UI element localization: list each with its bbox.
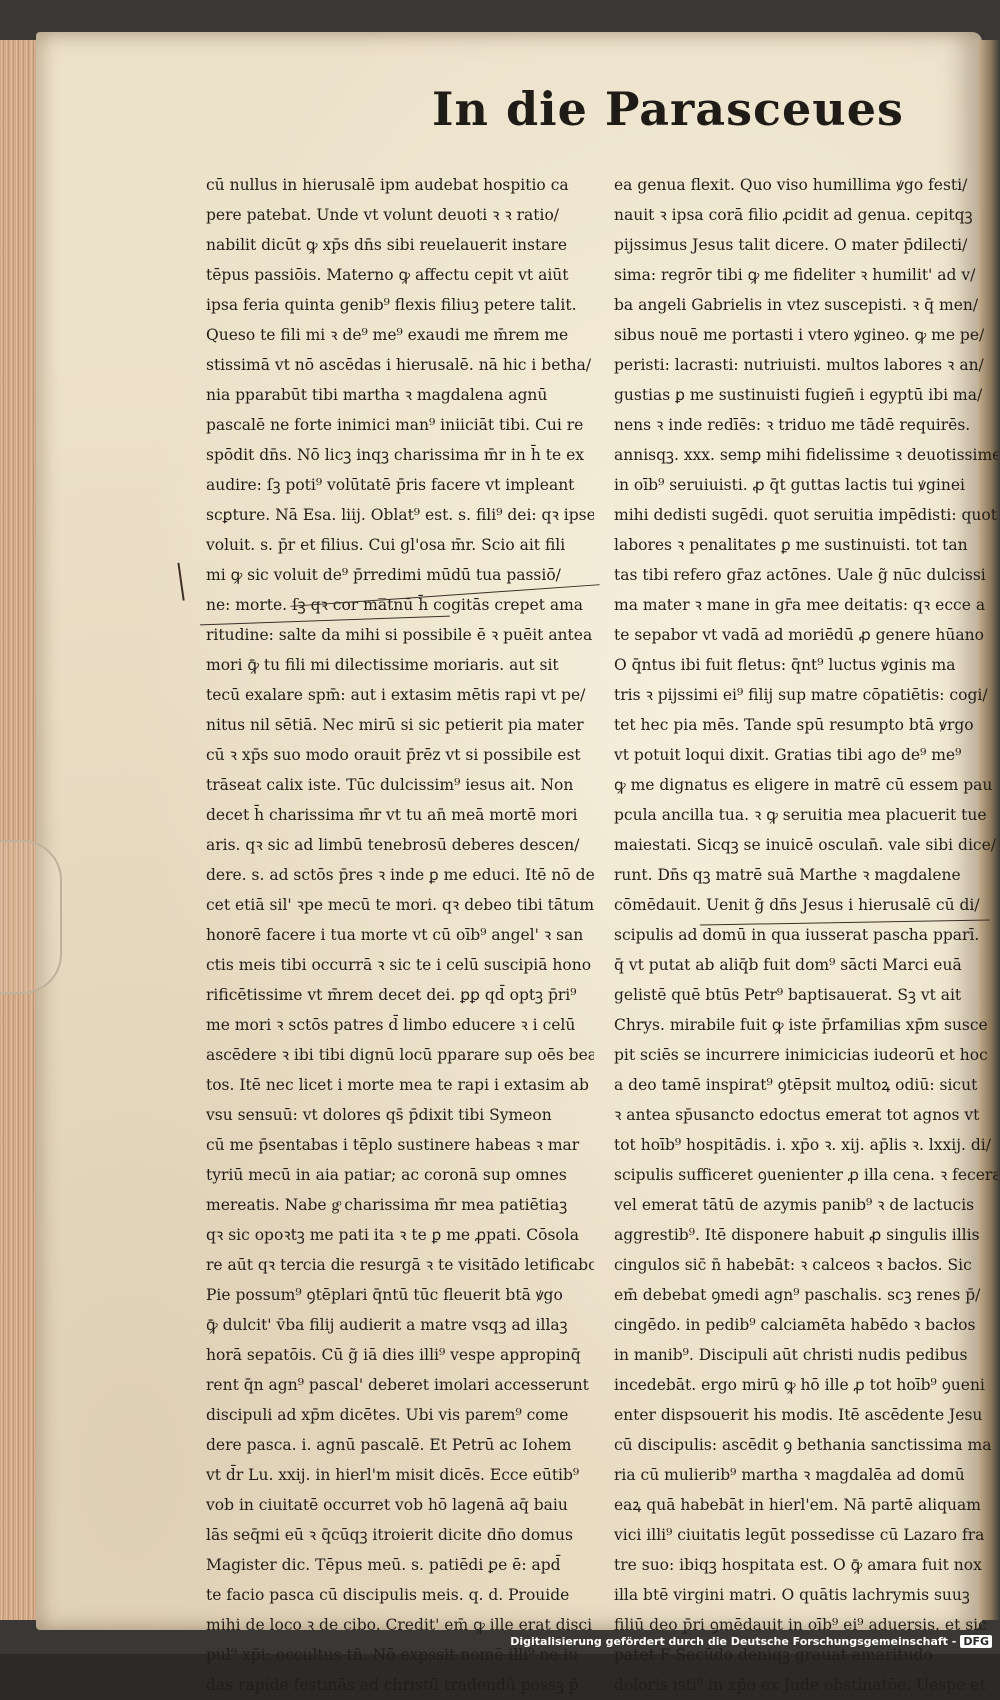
text-line: mihi dedisti sugēdi. quot seruitia impēdisti: quot	[614, 500, 998, 530]
text-line: ritudine: salte da mihi si possibile ē ꝛ puēit antea	[206, 620, 594, 650]
text-line: aggrestib⁹. Itē disponere habuit ꝓ singulis illis	[614, 1220, 998, 1250]
text-line: ꝙ me dignatus es eligere in matrē cū essem pau	[614, 770, 998, 800]
text-line: nens ꝛ inde redīēs: ꝛ triduo me tādē requirēs.	[614, 410, 998, 440]
text-line: mereatis. Nabe gͦ charissima m̄r mea patiētiaꝫ	[206, 1190, 594, 1220]
text-line: Pie possum⁹ ꝯtēplari q̄ntū tūc fleuerit btā ꝟgo	[206, 1280, 594, 1310]
text-line: lās seq̄mi eū ꝛ q̄cūqꝫ itroierit dicite dn̄o domus	[206, 1520, 594, 1550]
text-line: das rapide festinās ad christū tradendū possꝫ p̄	[206, 1670, 594, 1700]
text-line: cū nullus in hierusalē ipm audebat hospitio ca	[206, 170, 594, 200]
text-line: pcula ancilla tua. ꝛ ꝙ seruitia mea placuerit tue	[614, 800, 998, 830]
text-line: nabilit dicūt ꝙ xp̄s dn̄s sibi reuelauerit instare	[206, 230, 594, 260]
text-line: Queso te fili mi ꝛ de⁹ me⁹ exaudi me m̄rem me	[206, 320, 594, 350]
text-line: ꝙ̄ dulcit' v̄ba filij audierit a matre vsqꝫ ad illaꝫ	[206, 1310, 594, 1340]
text-line: scipulis sufficeret ꝯuenienter ꝓ illa cena. ꝛ fecerat	[614, 1160, 998, 1190]
text-line: ipsa feria quinta genib⁹ flexis filiuꝫ petere talit.	[206, 290, 594, 320]
text-line: ba angeli Gabrielis in vtez suscepisti. ꝛ q̄ men/	[614, 290, 998, 320]
text-line: ne: morte. ſꝫ qꝛ cor ma̅tnū h̄ cogitās crepet ama	[206, 590, 594, 620]
text-line: pijssimus Jesus talit dicere. O mater p̄dilecti/	[614, 230, 998, 260]
text-line: stissimā vt nō ascēdas i hierusalē. nā hic i betha/	[206, 350, 594, 380]
text-line: tēpus passiōis. Materno ꝙ affectu cepit vt aiūt	[206, 260, 594, 290]
text-line: pascalē ne forte inimici man⁹ iniiciāt tibi. Cui re	[206, 410, 594, 440]
text-line: tre suo: ibiqꝫ hospitata est. O ꝙ̄ amara fuit nox	[614, 1550, 998, 1580]
text-line: te sepabor vt vadā ad moriēdū ꝓ genere hūano	[614, 620, 998, 650]
text-line: em̄ debebat ꝯmedi agn⁹ paschalis. scꝫ renes p̄/	[614, 1280, 998, 1310]
text-line: mi ꝙ sic voluit de⁹ p̄rredimi mūdū tua passiō/	[206, 560, 594, 590]
text-line: vob in ciuitatē occurret vob hō lagenā aq̄ baiu	[206, 1490, 594, 1520]
text-line: enter dispsouerit his modis. Itē ascēdente Jesu	[614, 1400, 998, 1430]
text-line: tas tibi refero gr̄az actōnes. Uale g̃ nūc dulcissi	[614, 560, 998, 590]
text-line: trāseat calix iste. Tūc dulcissim⁹ iesus ait. Non	[206, 770, 594, 800]
text-line: eaꝝ quā habebāt in hierl'em. Nā partē aliquam	[614, 1490, 998, 1520]
text-line: voluit. s. p̄r et filius. Cui gl'osa m̄r. Scio ait fili	[206, 530, 594, 560]
text-line: sibus nouē me portasti i vtero ꝟgineo. ꝙ me pe/	[614, 320, 998, 350]
text-line: rent q̄n agn⁹ pascal' deberet imolari accesserunt	[206, 1370, 594, 1400]
text-line: nia pparabūt tibi martha ꝛ magdalena agnū	[206, 380, 594, 410]
text-line: ea genua flexit. Quo viso humillima ꝟgo festi/	[614, 170, 998, 200]
text-line: pere patebat. Unde vt volunt deuoti ꝛ ꝛ ratio/	[206, 200, 594, 230]
text-line: pul⁹ xp̄i: occultus tn̄. Nō expssit nomē illi⁹ ne iu	[206, 1640, 594, 1670]
text-line: ꝛ antea sp̄usancto edoctus emerat tot agnos vt	[614, 1100, 998, 1130]
text-line: nitus nil sētiā. Nec mirū si sic petierit pia mater	[206, 710, 594, 740]
text-line: cingulos sic̄ n̄ habebāt: ꝛ calceos ꝛ bacłos. Sic	[614, 1250, 998, 1280]
text-line: in manib⁹. Discipuli aūt christi nudis pedibus	[614, 1340, 998, 1370]
text-line: discipuli ad xp̄m dicētes. Ubi vis parem⁹ come	[206, 1400, 594, 1430]
text-line: nauit ꝛ ipsa corā filio ꝓcidit ad genua. cepitqꝫ	[614, 200, 998, 230]
text-line: a deo tamē inspirat⁹ ꝯtēpsit multoꝝ odiū: sicut	[614, 1070, 998, 1100]
text-line: cū ꝛ xp̄s suo modo orauit p̄rēz vt si possibile est	[206, 740, 594, 770]
text-line: mori ꝙ̄ tu fili mi dilectissime moriaris. aut sit	[206, 650, 594, 680]
text-line: sima: regrōr tibi ꝙ me fideliter ꝛ humilit' ad v/	[614, 260, 998, 290]
text-line: spōdit dn̄s. Nō licꝫ inqꝫ charissima m̄r in h̄ te ex	[206, 440, 594, 470]
text-line: re aūt qꝛ tercia die resurgā ꝛ te visitādo letificabo	[206, 1250, 594, 1280]
text-line: scipulis ad domū in qua iusserat pascha pparī.	[614, 920, 998, 950]
text-line: pit sciēs se incurrere inimicicias iudeorū et hoc	[614, 1040, 998, 1070]
page-clip	[0, 840, 62, 994]
text-line: gustias ꝑ me sustinuisti fugien̄ i egyptū ibi ma/	[614, 380, 998, 410]
text-line: honorē facere i tua morte vt cū oīb⁹ angel' ꝛ san	[206, 920, 594, 950]
text-line: Magister dic. Tēpus meū. s. patiēdi ꝑe ē: apd̄	[206, 1550, 594, 1580]
text-line: mihi de loco ꝛ de cibo. Credit' em̄ ꝙ ille erat disci	[206, 1610, 594, 1640]
text-line: ma mater ꝛ mane in gr̄a mee deitatis: qꝛ ecce a	[614, 590, 998, 620]
text-line: qꝛ sic opoꝛtꝫ me pati ita ꝛ te ꝑ me ꝓpati. Cōsola	[206, 1220, 594, 1250]
text-line: te facio pasca cū discipulis meis. q. d. Prouide	[206, 1580, 594, 1610]
text-line: tyriū mecū in aia patiar; ac coronā sup omnes	[206, 1160, 594, 1190]
text-line: annisqꝫ. xxx. semꝑ mihi fidelissime ꝛ deuotissime	[614, 440, 998, 470]
text-line: patet F Secūdo deniqꝫ grauat amaritudo	[614, 1640, 998, 1670]
text-line: vici illi⁹ ciuitatis legūt possedisse cū Lazaro fra	[614, 1520, 998, 1550]
page-edges	[0, 40, 41, 1620]
footer-text: Digitalisierung gefördert durch die Deutsche Forschungsgemeinschaft -	[510, 1635, 956, 1648]
text-line: tot hoīb⁹ hospitādis. i. xp̄o ꝛ. xij. ap̄lis ꝛ. lxxij. di/	[614, 1130, 998, 1160]
text-line: peristi: lacrasti: nutriuisti. multos labores ꝛ an/	[614, 350, 998, 380]
text-line: ria cū mulierib⁹ martha ꝛ magdalēa ad domū	[614, 1460, 998, 1490]
text-line: ascēdere ꝛ ibi tibi dignū locū pparare sup oēs bea/	[206, 1040, 594, 1070]
footer-credit	[510, 1635, 992, 1648]
text-line: cingēdo. in pedib⁹ calciamēta habēdo ꝛ bacłos	[614, 1310, 998, 1340]
text-line: vt d̄r Lu. xxij. in hierl'm misit dicēs. Ecce eūtib⁹	[206, 1460, 594, 1490]
left-text-column	[206, 170, 594, 1700]
text-line: scꝑture. Nā Esa. liij. Oblat⁹ est. s. fili⁹ dei: qꝛ ipse	[206, 500, 594, 530]
text-line: q̄ vt putat ab aliq̄b fuit dom⁹ sācti Marci euā	[614, 950, 998, 980]
text-line: maiestati. Sicqꝫ se inuicē osculan̄. vale sibi dice/	[614, 830, 998, 860]
text-line: O q̄ntus ibi fuit fletus: q̄nt⁹ luctus ꝟginis ma	[614, 650, 998, 680]
running-head: In die Parasceues	[432, 82, 832, 152]
text-line: audire: ſꝫ poti⁹ volūtatē p̄ris facere vt impleant	[206, 470, 594, 500]
text-line: cet etiā sil' ꝛpe mecū te mori. qꝛ debeo tibi tātum	[206, 890, 594, 920]
text-line: labores ꝛ penalitates ꝑ me sustinuisti. tot tan	[614, 530, 998, 560]
text-line: cū discipulis: ascēdit ꝯ bethania sanctissima ma	[614, 1430, 998, 1460]
text-line: runt. Dn̄s qꝫ matrē suā Marthe ꝛ magdalene	[614, 860, 998, 890]
text-line: ctis meis tibi occurrā ꝛ sic te i celū suscipiā hono	[206, 950, 594, 980]
text-line: filiū deo p̄ri ꝯmēdauit in oīb⁹ ei⁹ aduersis. et sic	[614, 1610, 998, 1640]
text-line: Chrys. mirabile fuit ꝙ iste p̄rfamilias xp̄m susce	[614, 1010, 998, 1040]
text-line: tos. Itē nec licet i morte mea te rapi i extasim ab	[206, 1070, 594, 1100]
text-line: vsu sensuū: vt dolores qs̄ p̄dixit tibi Symeon	[206, 1100, 594, 1130]
text-line: incedebāt. ergo mirū ꝙ hō ille ꝓ tot hoīb⁹ ꝯueni	[614, 1370, 998, 1400]
text-line: vel emerat tātū de azymis panib⁹ ꝛ de lactucis	[614, 1190, 998, 1220]
dfg-logo: DFG	[960, 1635, 992, 1648]
text-line: in oīb⁹ seruiuisti. ꝓ q̄t guttas lactis tui ꝟginei	[614, 470, 998, 500]
text-line: dere. s. ad sctōs p̄res ꝛ inde ꝑ me educi. Itē nō de	[206, 860, 594, 890]
text-line: tecū exalare spm̄: aut i extasim mētis rapi vt pe/	[206, 680, 594, 710]
text-line: aris. qꝛ sic ad limbū tenebrosū deberes descen/	[206, 830, 594, 860]
text-line: cū me p̄sentabas i tēplo sustinere habeas ꝛ mar	[206, 1130, 594, 1160]
text-line: vt potuit loqui dixit. Gratias tibi ago de⁹ me⁹	[614, 740, 998, 770]
text-line: rificētissime vt m̄rem decet dei. ꝑꝑ qd̄ optꝫ p̄ri⁹	[206, 980, 594, 1010]
text-line: gelistē quē btūs Petr⁹ baptisauerat. Sꝫ vt ait	[614, 980, 998, 1010]
text-line: illa btē virgini matri. O quātis lachrymis suuꝫ	[614, 1580, 998, 1610]
right-text-column	[614, 170, 998, 1700]
text-line: tet hec pia mēs. Tande spū resumpto btā ꝟrgo	[614, 710, 998, 740]
text-line: me mori ꝛ sctōs patres d̄ limbo educere ꝛ i celū	[206, 1010, 594, 1040]
text-line: dere pasca. i. agnū pascalē. Et Petrū ac Iohem	[206, 1430, 594, 1460]
text-line: cōmēdauit. Uenit g̃ dn̄s Jesus i hierusalē cū di/	[614, 890, 998, 920]
text-line: horā sepatōis. Cū g̃ iā dies illi⁹ vespe appropinq̄	[206, 1340, 594, 1370]
text-line: doloris isti⁹ in xp̄o ex Jude obstinatōe. Uespe et	[614, 1670, 998, 1700]
text-line: tris ꝛ pijssimi ei⁹ filij sup matre cōpatiētis: cogi/	[614, 680, 998, 710]
text-line: decet h̄ charissima m̄r vt tu an̄ meā mortē mori	[206, 800, 594, 830]
